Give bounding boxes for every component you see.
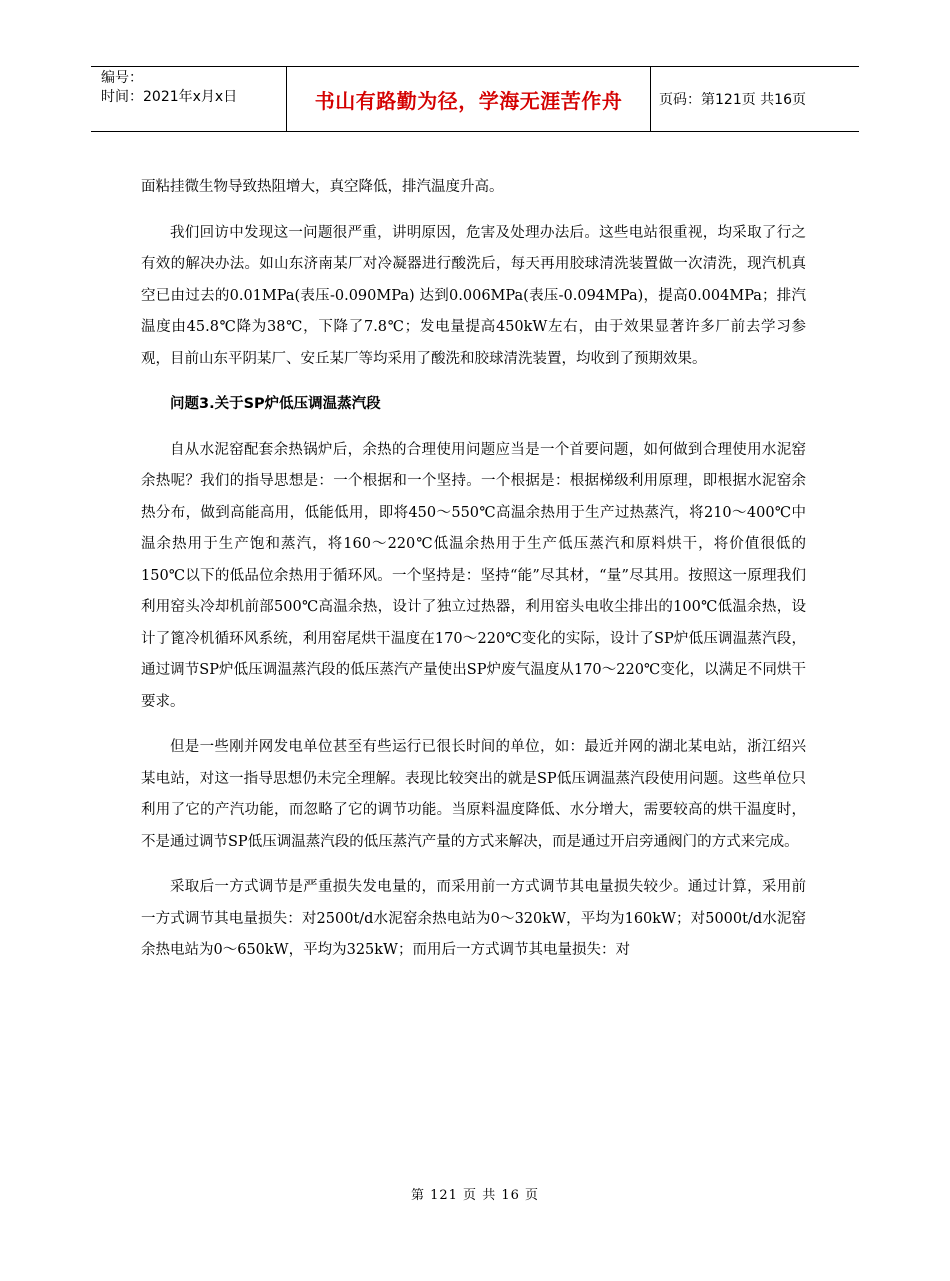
doc-time-label: 时间：2021年x月x日 (101, 89, 238, 105)
paragraph: 采取后一方式调节是严重损失发电量的，而采用前一方式调节其电量损失较少。通过计算，采用前一方式调节其电量损失：对2500t/d水泥窑余热电站为0～320kW，平均为160kW；对5000t/d水泥窑余热电站为0～650kW，平均为325kW；而用后一方式调节其电量损失：对 (141, 879, 806, 958)
header-meta (91, 67, 287, 131)
page-footer: 第 121 页 共 16 页 (410, 1188, 540, 1203)
paragraph: 我们回访中发现这一问题很严重，讲明原因，危害及处理办法后。这些电站很重视，均采取了行之有效的解决办法。如山东济南某厂对冷凝器进行酸洗后，每天再用胶球清洗装置做一次清洗，现汽机真空已由过去的0.01MPa(表压-0.090MPa) 达到0.006MPa(表压-0.094MPa)，提高0.004MPa；排汽温度由45.8℃降为38℃，下降了7.8℃；发电量提高450kW左右，由于效果显著许多厂前去学习参观，目前山东平阴某厂、安丘某厂等均采用了酸洗和胶球清洗装置，均收到了预期效果。 (141, 224, 806, 367)
header-page-info: 页码：第121页 共16页 (659, 92, 806, 108)
paragraph-continuation: 面粘挂微生物导致热阻增大，真空降低，排汽温度升高。 (141, 179, 504, 195)
page-header (91, 66, 859, 132)
section-heading: 问题3.关于SP炉低压调温蒸汽段 (170, 396, 381, 412)
paragraph: 自从水泥窑配套余热锅炉后，余热的合理使用问题应当是一个首要问题，如何做到合理使用水泥窑余热呢？我们的指导思想是：一个根据和一个坚持。一个根据是：根据梯级利用原理，即根据水泥窑余热分布，做到高能高用，低能低用，即将450～550℃高温余热用于生产过热蒸汽，将210～400℃中温余热用于生产饱和蒸汽，将160～220℃低温余热用于生产低压蒸汽和原料烘干，将价值很低的150℃以下的低品位余热用于循环风。一个坚持是：坚持“能”尽其材，“量”尽其用。按照这一原理我们利用窑头冷却机前部500℃高温余热，设计了独立过热器，利用窑头电收尘排出的100℃低温余热，设计了篦冷机循环风系统，利用窑尾烘干温度在170～220℃变化的实际，设计了SP炉低压调温蒸汽段，通过调节SP炉低压调温蒸汽段的低压蒸汽产量使出SP炉废气温度从170～220℃变化，以满足不同烘干要求。 (141, 441, 806, 710)
document-body (141, 172, 806, 981)
doc-number-label: 编号： (101, 70, 143, 86)
paragraph: 但是一些刚并网发电单位甚至有些运行已很长时间的单位，如：最近并网的湖北某电站，浙江绍兴某电站，对这一指导思想仍未完全理解。表现比较突出的就是SP低压调温蒸汽段使用问题。这些单位只利用了它的产汽功能，而忽略了它的调节功能。当原料温度降低、水分增大，需要较高的烘干温度时，不是通过调节SP低压调温蒸汽段的低压蒸汽产量的方式来解决，而是通过开启旁通阀门的方式来完成。 (141, 739, 806, 850)
header-motto: 书山有路勤为径，学海无涯苦作舟 (287, 67, 651, 131)
